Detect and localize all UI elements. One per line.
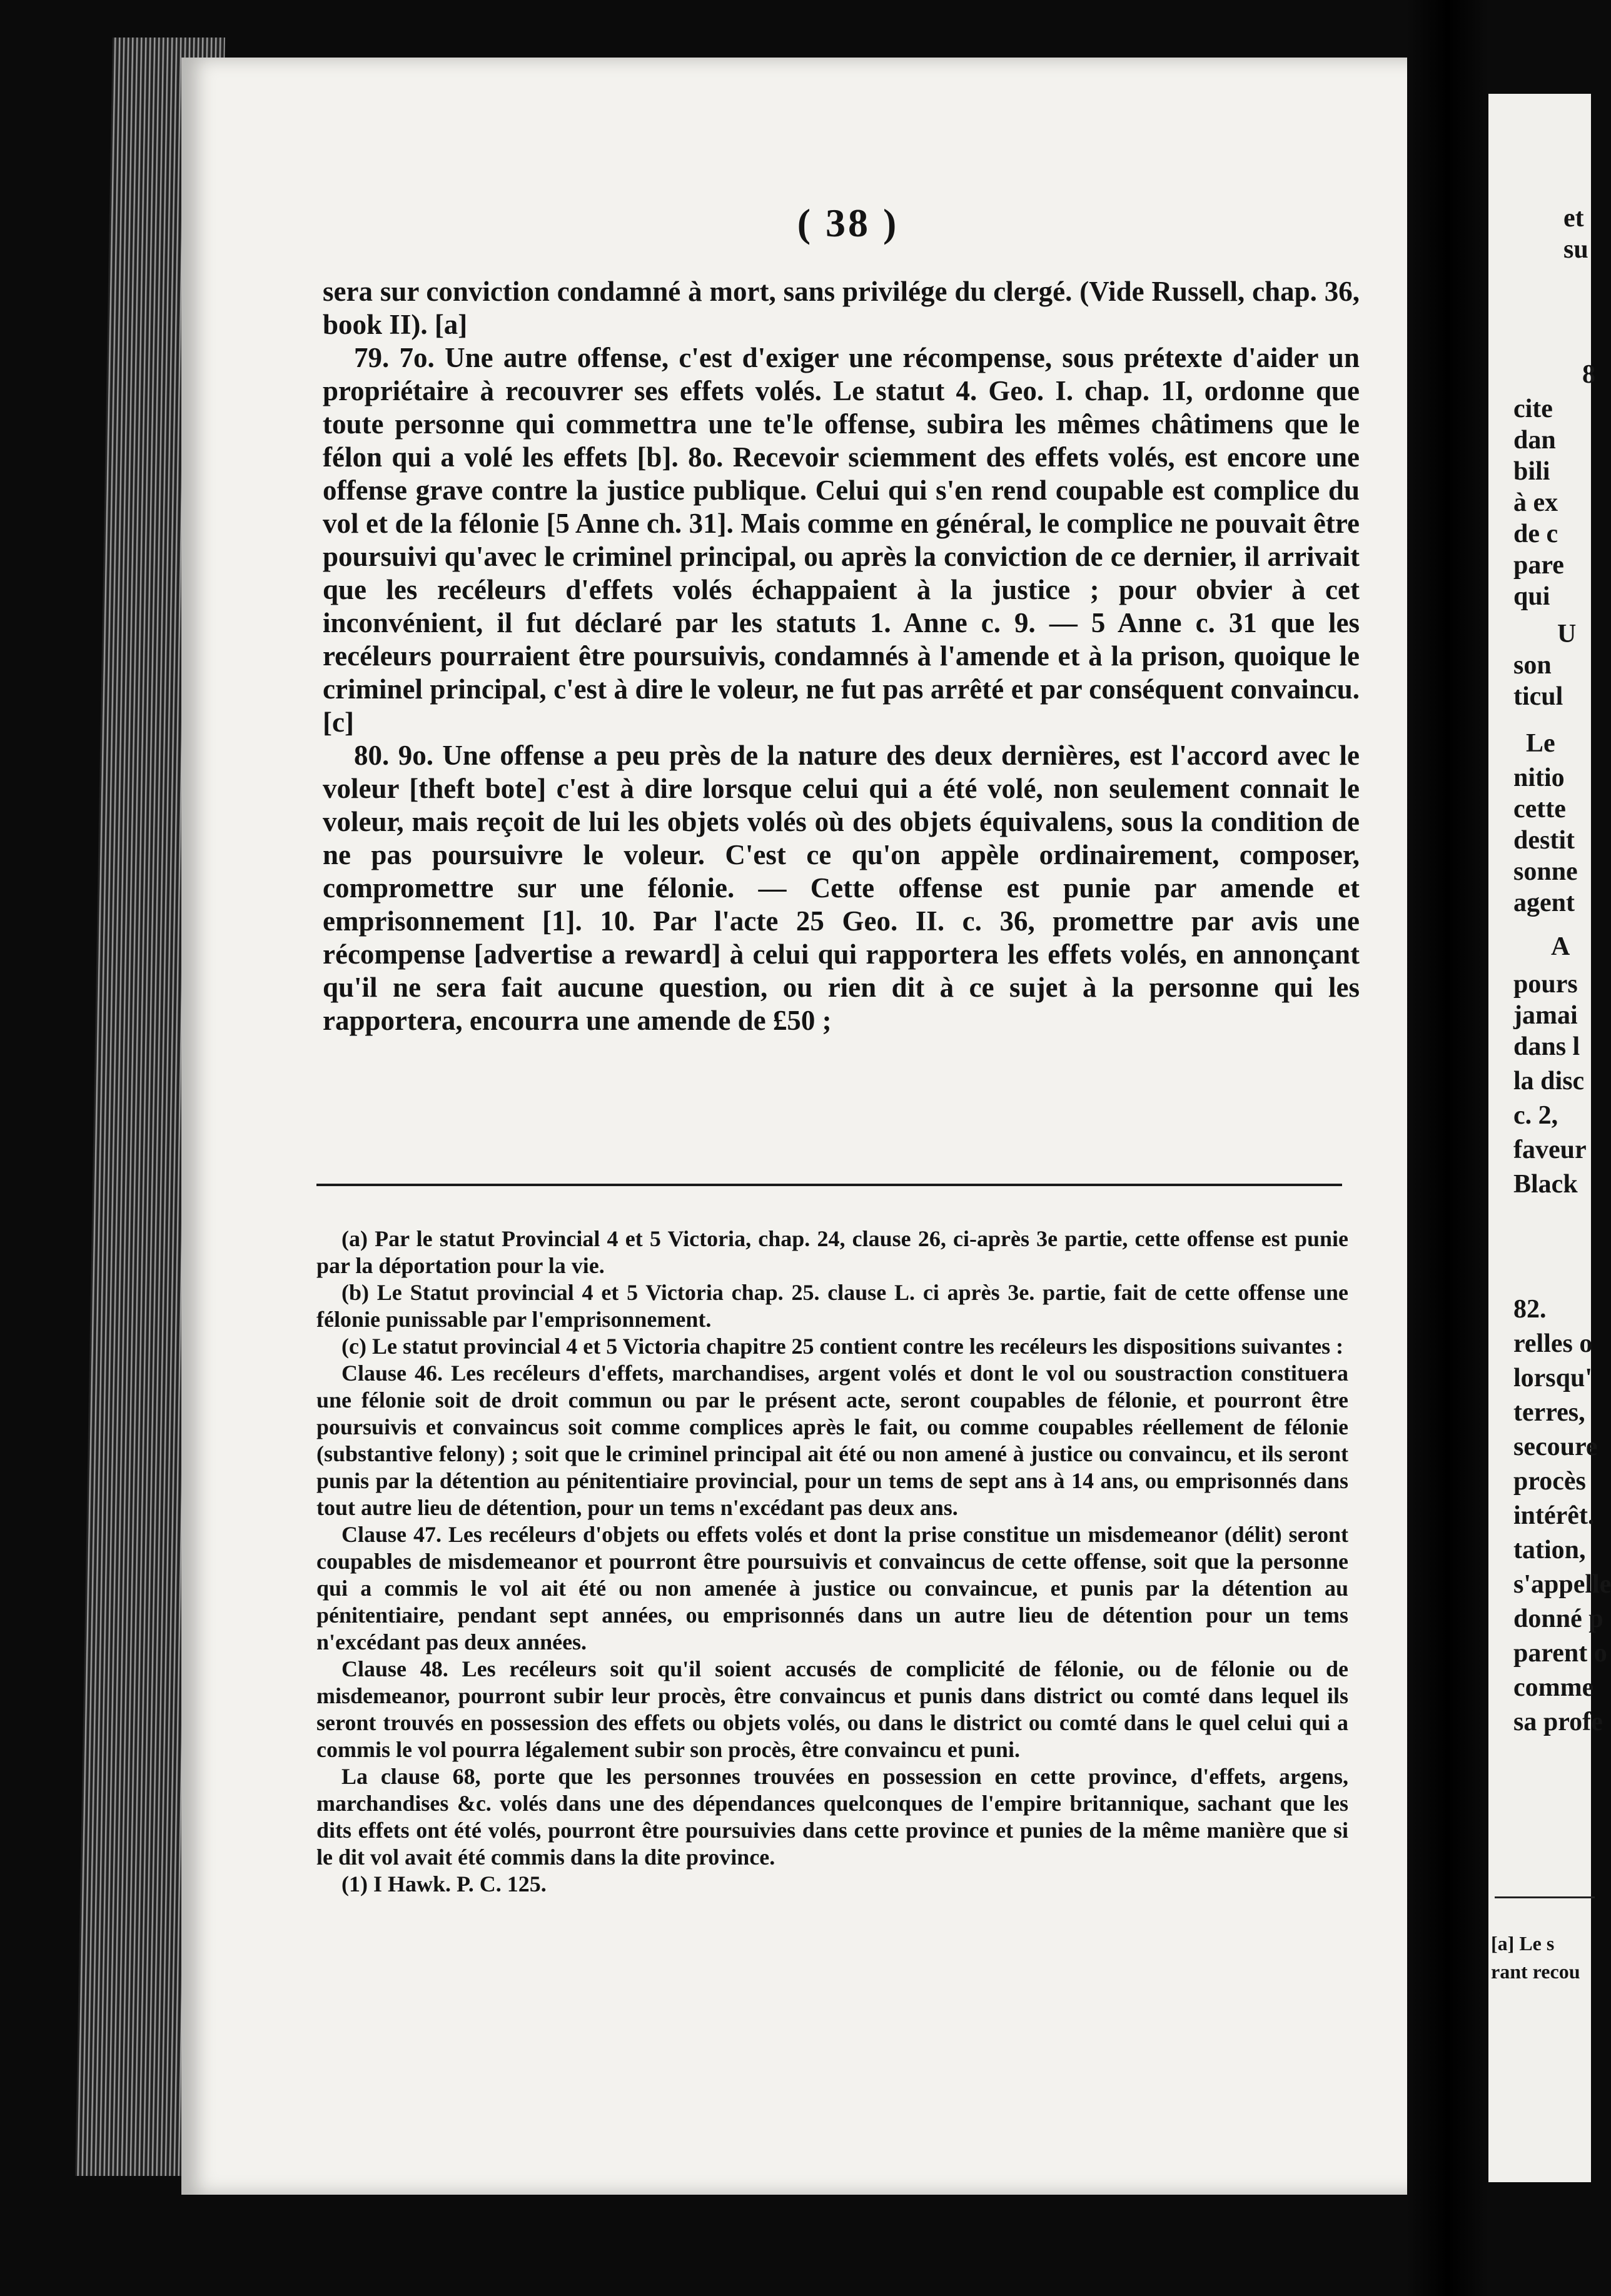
facing-page-line: s'appelle xyxy=(1513,1570,1611,1599)
facing-footnote: rant recou xyxy=(1491,1960,1580,1983)
facing-page-line: 82. xyxy=(1513,1295,1547,1324)
facing-page-line: cite xyxy=(1513,395,1553,423)
footnote: (b) Le Statut provincial 4 et 5 Victoria chap. 25. clause L. ci après 3e. partie, fait de cette offense une félonie punissable par l'emprisonnement. xyxy=(316,1280,1348,1332)
facing-page-line: lorsqu' xyxy=(1513,1364,1593,1392)
facing-page-line: terres, xyxy=(1513,1398,1585,1427)
facing-page-line: de c xyxy=(1513,520,1558,548)
facing-page-line: sa profe xyxy=(1513,1708,1603,1736)
footnote: La clause 68, porte que les personnes trouvées en possession en cette province, d'effets, argens, marchandises &c. volés dans une des dépendances quelconques de l'empire britannique, sachant que les dits effets ont été volés, pourront être poursuivies dans cette province et punies de la même manière que si le dit vol avait été commis dans la dite province. xyxy=(316,1764,1348,1870)
paragraph: 80. 9o. Une offense a peu près de la nature des deux dernières, est l'accord avec le voleur [theft bote] c'est à dire lorsque celui qui a été volé, non seulement connait le voleur, mais reçoit de lui les objets volés où des objets équivalens, sous la condition de ne pas poursuivre le voleur. C'est ce qu'on appèle ordinairement, composer, compromettre sur une félonie. — Cette offense est punie par amende et emprisonnement [1]. 10. Par l'acte 25 Geo. II. c. 36, promettre par avis une récompense [advertise a reward] à celui qui rapportera les effets volés, en annonçant qu'il ne sera fait aucune question, ou rien dit à ce sujet à la personne qui les rapportera, encourra une amende de £50 ; xyxy=(323,740,1360,1036)
paragraph: sera sur conviction condamné à mort, sans privilége du clergé. (Vide Russell, chap. 36, book II). [a] xyxy=(323,276,1360,340)
main-body-text xyxy=(323,275,1360,1037)
facing-page-line: nitio xyxy=(1513,763,1565,792)
facing-page-line: pours xyxy=(1513,970,1578,999)
facing-page-line: A xyxy=(1551,932,1570,961)
facing-page-line: jamai xyxy=(1513,1001,1578,1030)
facing-page-line: tation, xyxy=(1513,1536,1586,1564)
footnote: Clause 46. Les recéleurs d'effets, marchandises, argent volés et dont le vol ou soustraction constituera une félonie soit de droit commun ou par le présent acte, seront coupables de félonie, et pourront être poursuivis et convaincus soit comme complices après le fait, ou comme coupables réellement de félonie (substantive felony) ; soit que le criminel principal ait été ou non amené à justice ou convaincu, et ils seront punis par la détention au pénitentiaire provincial, pour un tems de sept ans à 14 ans, ou emprisonnés dans tout autre lieu de détention, pour un tems n'excédant pas deux ans. xyxy=(316,1361,1348,1520)
facing-page-line: procès xyxy=(1513,1467,1586,1496)
facing-page-line: su xyxy=(1563,235,1588,264)
facing-page-line: c. 2, xyxy=(1513,1101,1558,1130)
footnote: Clause 48. Les recéleurs soit qu'il soient accusés de complicité de félonie, ou de félonie ou de misdemeanor, pourront subir leur procès, être convaincus et punis dans district ou comté dans lequel ils seront trouvés en possession des effets ou objets volés, ou dans le district ou comté dans le quel celui qui a commis le vol pourra légalement subir son procès, être convaincu et puni. xyxy=(316,1656,1348,1762)
facing-page-line: parent o xyxy=(1513,1639,1607,1668)
footnote: (c) Le statut provincial 4 et 5 Victoria chapitre 25 contient contre les recéleurs les dispositions suivantes : xyxy=(341,1334,1344,1359)
facing-page-line: destit xyxy=(1513,826,1575,855)
facing-page-line: qui xyxy=(1513,582,1550,611)
facing-footnote: [a] Le s xyxy=(1491,1932,1555,1955)
facing-page-line: faveur xyxy=(1513,1135,1587,1164)
facing-page xyxy=(1488,94,1611,2182)
facing-page-line: pare xyxy=(1513,551,1564,580)
facing-page-line: la disc xyxy=(1513,1067,1585,1095)
footnote: Clause 47. Les recéleurs d'objets ou effets volés et dont la prise constitue un misdemeanor (délit) seront coupables de misdemeanor et pourront être poursuivis et convaincus de cette offense, soit que la personne qui a commis le vol ait été ou non amenée à justice ou convaincue, et punis par la détention au pénitentiaire, pendant sept années, ou emprisonnés dans un autre lieu de détention pour un tems n'excédant pas deux années. xyxy=(316,1522,1348,1654)
facing-page-line: relles o xyxy=(1513,1329,1593,1358)
paragraph: 79. 7o. Une autre offense, c'est d'exiger une récompense, sous prétexte d'aider un propriétaire à recouvrer ses effets volés. Le statut 4. Geo. I. chap. 1I, ordonne que toute personne qui commettra une te'le offense, subira les mêmes châtimens que le félon qui a volé les effets [b]. 8o. Recevoir sciemment des effets volés, est encore une offense grave contre la justice publique. Celui qui s'en rend coupable est complice du vol et de la félonie [5 Anne ch. 31]. Mais comme en général, le complice ne pouvait être poursuivi qu'avec le criminel principal, ou après la conviction de ce dernier, il arrivait que les recéleurs d'effets volés échappaient à la justice ; pour obvier à cet inconvénient, il fut déclaré par les statuts 1. Anne c. 9. — 5 Anne c. 31 que les recéleurs pourraient être poursuivis, condamnés à l'amende et à la prison, quoique le criminel principal, c'est à dire le voleur, ne fut pas arrêté et par conséquent convaincu. [c] xyxy=(323,342,1360,738)
facing-page-line: agent xyxy=(1513,889,1575,917)
footnote: (1) I Hawk. P. C. 125. xyxy=(341,1871,547,1896)
facing-page-line: 8 xyxy=(1582,360,1595,389)
footnotes xyxy=(316,1226,1348,1898)
facing-page-line: donné p xyxy=(1513,1604,1603,1633)
facing-page-line: ticul xyxy=(1513,682,1563,711)
facing-page-line: secoure xyxy=(1513,1432,1598,1461)
facing-page-line: bili xyxy=(1513,457,1550,486)
footnote: (a) Par le statut Provincial 4 et 5 Victoria, chap. 24, clause 26, ci-après 3e partie, cette offense est punie par la déportation pour la vie. xyxy=(316,1226,1348,1278)
facing-page-line: intérêt. xyxy=(1513,1501,1595,1530)
facing-page-line: U xyxy=(1557,620,1577,648)
facing-page-line: sonne xyxy=(1513,857,1578,886)
facing-page-line: son xyxy=(1513,651,1552,680)
facing-page-line: dans l xyxy=(1513,1032,1580,1061)
facing-page-line: Black xyxy=(1513,1170,1578,1199)
facing-page-line: dan xyxy=(1513,426,1556,455)
facing-page-line: comme xyxy=(1513,1673,1594,1702)
facing-page-line: cette xyxy=(1513,795,1566,823)
page-number: ( 38 ) xyxy=(797,201,899,245)
facing-page-line: à ex xyxy=(1513,488,1558,517)
facing-footnote-divider xyxy=(1495,1896,1595,1898)
footnote-divider xyxy=(316,1184,1342,1186)
book-gutter xyxy=(1407,0,1488,2296)
facing-page-line: Le xyxy=(1526,729,1555,758)
facing-page-line: et xyxy=(1563,204,1584,233)
